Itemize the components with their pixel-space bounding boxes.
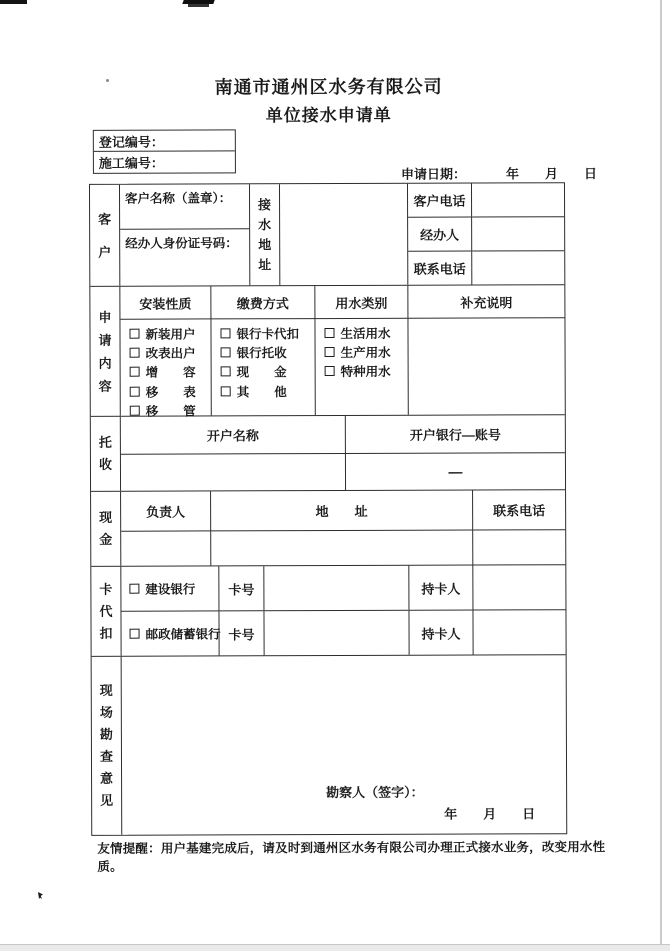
card-section-label-cell (91, 567, 121, 656)
checkbox-icon[interactable] (130, 367, 140, 377)
option-label: 移 管 (145, 404, 196, 419)
install-type-header: 安装性质 (139, 296, 192, 312)
account-name-header-cell (121, 416, 346, 455)
water-address-label-cell (250, 184, 280, 285)
apply-date-label: 申请日期： (400, 166, 466, 182)
checkbox-icon[interactable] (221, 347, 231, 357)
registration-number-row (94, 130, 235, 151)
card-number-label-cell (219, 611, 264, 655)
option-other[interactable] (212, 381, 315, 401)
bank-account-header: 开户银行—账号 (409, 427, 501, 443)
customer-phone-value-field[interactable] (472, 183, 564, 217)
cash-address-header-cell (211, 491, 473, 532)
card-holder-label: 持卡人 (421, 581, 461, 597)
customer-section-label-cell (90, 185, 120, 286)
checkbox-icon[interactable] (324, 328, 334, 338)
checkbox-icon[interactable] (221, 386, 231, 396)
option-move-meter[interactable] (121, 382, 211, 402)
option-label: 特种用水 (340, 365, 391, 380)
customer-name-label: 客户名称（盖章）： (125, 191, 232, 206)
checkbox-icon[interactable] (325, 366, 335, 376)
apply-date-line (401, 163, 597, 183)
checkbox-icon[interactable] (130, 387, 140, 397)
option-new-user[interactable] (120, 323, 210, 343)
construction-number-value-field[interactable] (164, 151, 235, 172)
collection-section (91, 414, 565, 491)
option-label: 新装用户 (145, 327, 196, 342)
option-special-water[interactable] (316, 362, 408, 382)
apply-date-units: 年 月 日 (505, 166, 598, 182)
cash-phone-header: 联系电话 (493, 503, 546, 519)
water-address-label: 接水地址 (258, 196, 272, 272)
option-bank-collection[interactable] (212, 342, 315, 362)
option-label: 现 金 (236, 365, 287, 380)
construction-bank-option[interactable] (121, 566, 219, 610)
card-holder-value-field[interactable] (473, 610, 565, 654)
cash-phone-value-field[interactable] (473, 530, 565, 564)
contact-phone-label-cell (408, 252, 471, 285)
scanner-bed-edge (0, 944, 670, 951)
cash-section-label: 现金 (99, 509, 113, 547)
person-header-cell (121, 491, 211, 531)
collection-section-label: 托收 (98, 434, 112, 472)
cash-phone-header-cell (473, 490, 565, 530)
agent-label: 经办人 (420, 227, 460, 243)
option-label: 生活用水 (340, 326, 391, 341)
checkbox-icon[interactable] (129, 328, 139, 338)
option-change-meter[interactable] (121, 343, 211, 363)
remark-header-cell (408, 285, 564, 319)
customer-phone-label: 客户电话 (413, 193, 466, 209)
option-cash[interactable] (212, 362, 315, 382)
contact-phone-value-field[interactable] (472, 251, 564, 284)
customer-section (90, 183, 564, 286)
customer-phone-label-cell (408, 184, 471, 218)
option-bank-card-deduct[interactable] (211, 323, 314, 343)
bank-account-dash: — (448, 463, 463, 480)
agent-value-field[interactable] (472, 217, 564, 251)
option-label: 改表出户 (145, 346, 196, 361)
card-holder-label-cell (409, 611, 473, 655)
registration-number-value-field[interactable] (164, 130, 235, 150)
install-type-header-cell (120, 286, 211, 319)
option-label: 银行托收 (236, 346, 287, 361)
survey-date-units: 年 月 日 (444, 806, 536, 822)
option-label: 生产用水 (340, 345, 391, 361)
agent-label-cell (408, 218, 471, 252)
person-value-field[interactable] (121, 531, 211, 565)
payment-method-header-cell (211, 286, 315, 319)
form-title: 单位接水申请单 (265, 105, 392, 126)
payment-method-header: 缴费方式 (236, 295, 289, 311)
card-number-value-field[interactable] (264, 611, 409, 656)
option-label: 增 容 (145, 365, 196, 381)
construction-number-row (94, 151, 235, 172)
card-number-value-field[interactable] (264, 566, 409, 611)
survey-section-label-cell (92, 657, 123, 835)
option-production-water[interactable] (316, 342, 408, 362)
bank-name-label: 建设银行 (145, 582, 196, 597)
remark-header: 补充说明 (460, 294, 513, 311)
card-holder-value-field[interactable] (473, 565, 565, 609)
card-deduction-section (91, 564, 565, 656)
agent-id-label: 经办人身份证号码： (125, 236, 238, 251)
checkbox-icon[interactable] (129, 584, 139, 594)
bank-account-header-cell (346, 415, 565, 454)
checkbox-icon[interactable] (130, 348, 140, 358)
option-capacity-increase[interactable] (121, 362, 211, 382)
cash-section-label-cell (91, 492, 121, 566)
postal-bank-option[interactable] (121, 611, 219, 655)
card-holder-label: 持卡人 (421, 626, 461, 642)
account-name-header: 开户名称 (206, 428, 259, 444)
water-type-header: 用水类别 (335, 295, 388, 311)
person-in-charge-header: 负责人 (146, 504, 186, 520)
site-survey-section (92, 654, 567, 835)
survey-opinion-field[interactable] (122, 655, 567, 835)
checkbox-icon[interactable] (325, 347, 335, 357)
card-number-label-cell (219, 566, 264, 610)
card-number-label: 卡号 (228, 581, 255, 597)
install-type-options (120, 319, 211, 419)
application-section-label-cell (90, 287, 120, 416)
bank-name-label: 邮政储蓄银行 (145, 627, 221, 642)
cash-address-value-field[interactable] (211, 531, 473, 566)
surveyor-signature-label: 勘察人（签字）： (326, 784, 424, 801)
card-number-label: 卡号 (228, 626, 255, 642)
collection-section-label-cell (91, 417, 121, 491)
construction-bank-row (121, 565, 565, 612)
registration-number-label: 登记编号： (98, 134, 164, 150)
option-domestic-water[interactable] (315, 323, 407, 343)
account-name-value-field[interactable] (121, 454, 346, 491)
application-section-label: 申请内容 (98, 309, 112, 394)
checkbox-icon[interactable] (130, 406, 140, 416)
option-label: 移 表 (145, 385, 196, 400)
card-section-label: 卡代扣 (99, 581, 113, 641)
form-number-box (93, 129, 236, 173)
checkbox-icon[interactable] (130, 629, 140, 639)
customer-section-label: 客户 (98, 211, 112, 260)
card-holder-label-cell (409, 566, 473, 610)
survey-section-label: 现场勘查意见 (99, 682, 114, 808)
payment-method-options (211, 319, 315, 415)
page-edge-shadow (660, 0, 662, 944)
postal-bank-row (121, 610, 565, 656)
checkbox-icon[interactable] (221, 367, 231, 377)
cash-address-header: 地 址 (315, 503, 368, 520)
customer-name-cell[interactable] (120, 184, 249, 229)
bank-account-value-field[interactable] (346, 453, 565, 490)
option-label: 银行卡代扣 (236, 326, 300, 342)
contact-phone-label: 联系电话 (413, 261, 466, 277)
agent-id-cell[interactable] (120, 229, 249, 285)
company-name: 南通市通州区水务有限公司 (214, 76, 443, 98)
remark-value-field[interactable] (408, 318, 564, 415)
application-content-section (90, 284, 564, 419)
water-type-options (315, 319, 408, 415)
option-label: 其 他 (236, 385, 287, 400)
water-address-value-field[interactable] (280, 184, 408, 285)
checkbox-icon[interactable] (220, 328, 230, 338)
construction-number-label: 施工编号： (98, 155, 164, 171)
cash-section (91, 489, 565, 566)
application-form-table (89, 182, 567, 836)
water-type-header-cell (315, 286, 408, 319)
friendly-reminder: 友情提醒：用户基建完成后，请及时到通州区水务有限公司办理正式接水业务，改变用水性质。 (97, 840, 606, 874)
